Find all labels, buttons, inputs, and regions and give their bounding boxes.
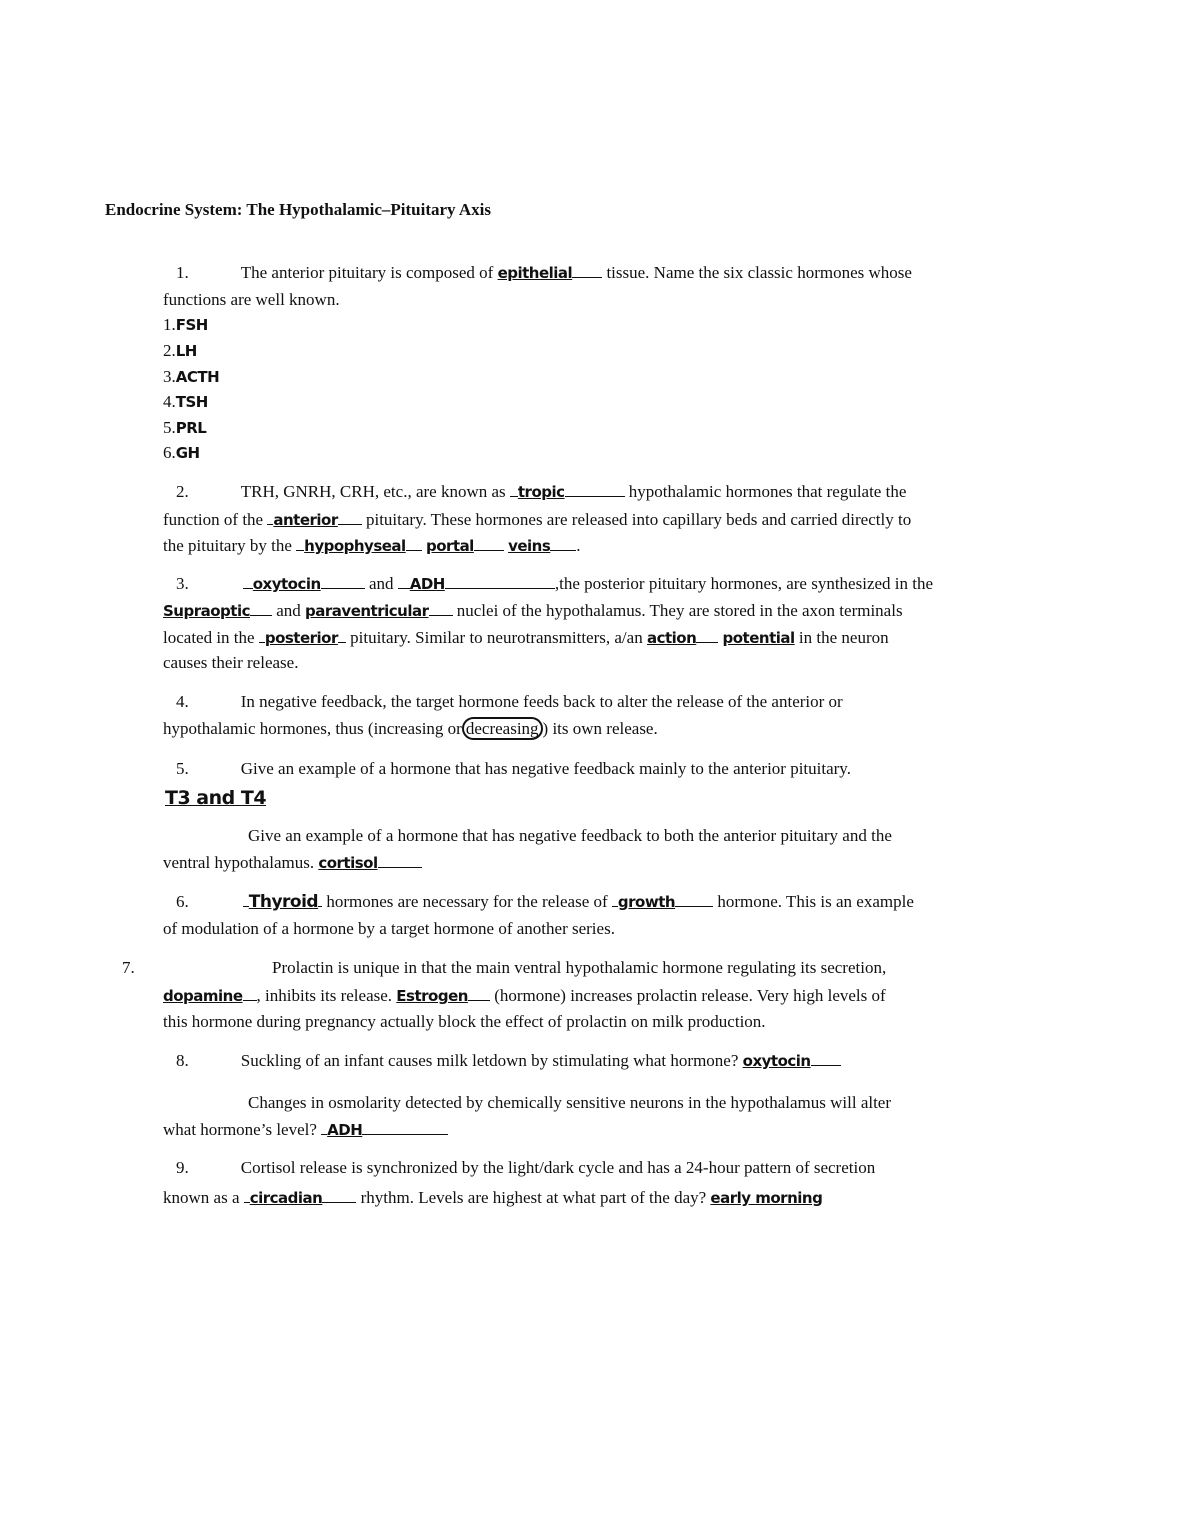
q3-line-2: Supraoptic and paraventricular nuclei of the hypothalamus. They are stored in the axon terminals (163, 601, 903, 620)
list-item: 6.GH (163, 443, 200, 462)
q5-answer-2: cortisol (318, 854, 378, 872)
q3-line-1: 3. oxytocin and ADH ,the posterior pituitary hormones, are synthesized in the (176, 574, 934, 593)
q2-answer-1: tropic (517, 483, 565, 501)
q1-line-1: 1. The anterior pituitary is composed of epithelial tissue. Name the six classic hormones whose (176, 263, 912, 282)
q8-answer-2: ADH (327, 1121, 363, 1139)
q5-line-3: ventral hypothalamus. cortisol (163, 852, 422, 874)
q5-answer-1: T3 and T4 (165, 787, 267, 809)
q1-line-2: functions are well known. (163, 290, 340, 309)
q8-answer-1: oxytocin (742, 1052, 811, 1070)
q8-line-1: 8. Suckling of an infant causes milk letdown by stimulating what hormone? oxytocin (176, 1050, 841, 1072)
q7-answer-2: Estrogen (396, 987, 468, 1005)
q5-line-2: Give an example of a hormone that has negative feedback to both the anterior pituitary and the (248, 826, 892, 845)
q9-line-1: 9. Cortisol release is synchronized by the light/dark cycle and has a 24-hour pattern of secretion (176, 1158, 876, 1177)
q2-answer-2: anterior (273, 511, 338, 529)
q2-answer-3: hypophyseal (304, 537, 406, 555)
list-item: 2.LH (163, 341, 197, 360)
q3-line-4: causes their release. (163, 653, 299, 672)
q8-line-2: Changes in osmolarity detected by chemically sensitive neurons in the hypothalamus will alter (248, 1093, 892, 1112)
q3-line-3: located in the posterior pituitary. Similar to neurotransmitters, a/an action potential in the neuron (163, 628, 889, 647)
q4-line-1: 4. In negative feedback, the target hormone feeds back to alter the release of the anterior or (176, 692, 843, 711)
q2-answer-4: portal (425, 537, 474, 555)
q2-line-3: the pituitary by the hypophyseal portal veins . (163, 536, 581, 555)
q3-answer-6: action (646, 629, 697, 647)
q6-answer-2: growth (617, 893, 676, 911)
q1-answer: epithelial (497, 264, 573, 282)
list-item: 5.PRL (163, 418, 207, 437)
q6-line-1: 6. Thyroid hormones are necessary for the release of growth hormone. This is an example (176, 892, 914, 912)
q3-answer-2: ADH (409, 575, 445, 593)
q9-answer-1: circadian (249, 1189, 323, 1207)
q3-answer-4: paraventricular (305, 602, 429, 620)
q7-num: 7. (122, 958, 135, 977)
q6-answer-1: Thyroid (248, 892, 319, 912)
page-title: Endocrine System: The Hypothalamic–Pituitary Axis (105, 200, 491, 219)
q3-answer-5: posterior (264, 629, 338, 647)
q7-line-1: Prolactin is unique in that the main ventral hypothalamic hormone regulating its secretion, (272, 958, 887, 977)
list-item: 4.TSH (163, 392, 208, 411)
q9-line-2: known as a circadian rhythm. Levels are highest at what part of the day? early morning (163, 1188, 823, 1207)
q5-answer-1-line (165, 787, 266, 810)
q2-line-1: 2. TRH, GNRH, CRH, etc., are known as tropic hypothalamic hormones that regulate the (176, 482, 907, 501)
q3-answer-1: oxytocin (252, 575, 321, 593)
q2-line-2: function of the anterior pituitary. These hormones are released into capillary beds and carried directly to (163, 510, 912, 529)
q7-line-3: this hormone during pregnancy actually block the effect of prolactin on milk production. (163, 1012, 766, 1031)
q2-answer-5: veins (508, 537, 551, 555)
q4-line-2: hypothalamic hormones, thus (increasing or decreasing ) its own release. (163, 719, 658, 738)
q7-answer-1: dopamine (163, 987, 243, 1005)
list-item: 1.FSH (163, 315, 208, 334)
circled-answer: decreasing (462, 717, 543, 740)
list-item: 3.ACTH (163, 367, 220, 386)
q8-line-3: what hormone’s level? ADH (163, 1119, 448, 1141)
q5-line-1: 5. Give an example of a hormone that has negative feedback mainly to the anterior pituitary. (176, 759, 851, 778)
q7-line-2: dopamine , inhibits its release. Estrogen (hormone) increases prolactin release. Very high levels of (163, 986, 886, 1005)
q3-answer-7: potential (722, 629, 795, 647)
q3-answer-3: Supraoptic (163, 602, 250, 620)
q9-answer-2: early morning (710, 1189, 823, 1207)
q6-line-2: of modulation of a hormone by a target hormone of another series. (163, 919, 615, 938)
